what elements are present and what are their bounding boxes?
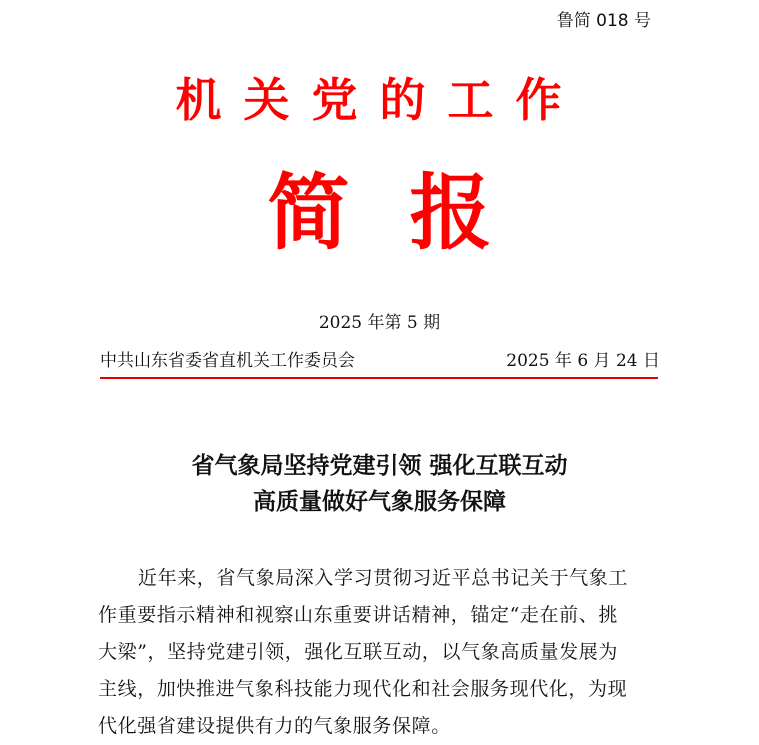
issue-date: 2025 年 6 月 24 日: [506, 351, 660, 371]
issuer-name: 中共山东省委省直机关工作委员会: [100, 351, 355, 371]
masthead-subtitle: 简报: [267, 166, 552, 261]
issuer-line: [100, 346, 660, 371]
body-line: 大梁”，坚持党建引领，强化互联互动，以气象高质量发展为: [98, 641, 618, 663]
document-number: 鲁简 018 号: [556, 11, 651, 31]
article-title-line: 省气象局坚持党建引领 强化互联互动: [191, 453, 568, 479]
body-line: 主线，加快推进气象科技能力现代化和社会服务现代化，为现: [98, 678, 628, 700]
body-line: 代化强省建设提供有力的气象服务保障。: [98, 715, 451, 737]
article-title: [0, 448, 759, 520]
masthead-title: 机关党的工作: [175, 73, 584, 127]
red-divider: [100, 377, 658, 379]
issue-number: 2025 年第 5 期: [318, 313, 441, 333]
body-line: 作重要指示精神和视察山东重要讲话精神，锚定“走在前、挑: [98, 604, 618, 626]
article-body: [98, 560, 664, 745]
article-title-line: 高质量做好气象服务保障: [253, 489, 506, 515]
body-line: 近年来，省气象局深入学习贯彻习近平总书记关于气象工: [138, 567, 629, 589]
